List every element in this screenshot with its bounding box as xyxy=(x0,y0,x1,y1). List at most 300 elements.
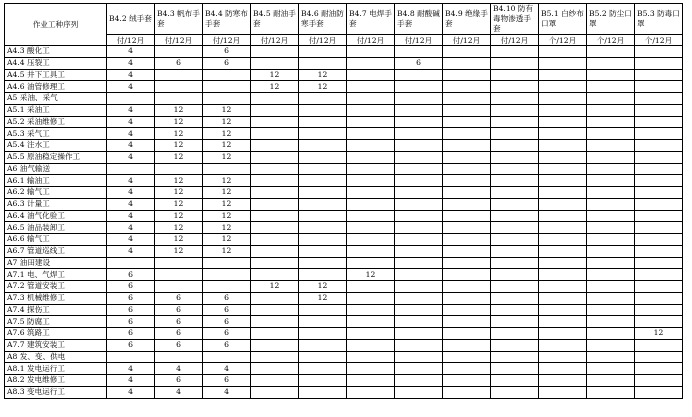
quantity-cell xyxy=(587,328,635,340)
quantity-cell: 4 xyxy=(107,69,155,81)
column-header-b4-6 xyxy=(299,4,347,35)
quantity-cell xyxy=(491,234,539,246)
quantity-cell xyxy=(395,116,443,128)
quantity-cell xyxy=(347,69,395,81)
quantity-cell xyxy=(635,351,683,363)
quantity-cell: 6 xyxy=(107,328,155,340)
quantity-cell: 4 xyxy=(107,222,155,234)
quantity-cell xyxy=(443,210,491,222)
column-header-b5-2 xyxy=(587,4,635,35)
quantity-cell xyxy=(395,198,443,210)
quantity-cell xyxy=(347,198,395,210)
quantity-cell xyxy=(539,257,587,269)
quantity-cell xyxy=(491,151,539,163)
quantity-cell: 4 xyxy=(107,140,155,152)
column-code: B4.5 xyxy=(253,9,271,18)
column-code: B4.7 xyxy=(349,9,367,18)
quantity-cell xyxy=(587,281,635,293)
column-unit: 个/12月 xyxy=(539,35,587,46)
column-header-b5-1 xyxy=(539,4,587,35)
quantity-cell xyxy=(347,304,395,316)
quantity-cell xyxy=(635,375,683,387)
quantity-cell xyxy=(347,292,395,304)
quantity-cell xyxy=(395,104,443,116)
quantity-cell xyxy=(155,257,203,269)
quantity-cell xyxy=(587,269,635,281)
quantity-cell xyxy=(443,316,491,328)
quantity-cell xyxy=(251,198,299,210)
quantity-cell xyxy=(539,81,587,93)
quantity-cell xyxy=(299,375,347,387)
quantity-cell xyxy=(155,351,203,363)
column-unit: 付/12月 xyxy=(443,35,491,46)
job-type-cell: A5 采油、采气 xyxy=(5,93,107,105)
column-name: 防毒口罩 xyxy=(637,9,680,28)
quantity-cell xyxy=(347,128,395,140)
column-code: B5.1 xyxy=(541,9,559,18)
table-row xyxy=(5,81,683,93)
quantity-cell xyxy=(539,386,587,398)
quantity-cell xyxy=(539,269,587,281)
column-name: 耐油手套 xyxy=(253,9,296,28)
quantity-cell xyxy=(347,316,395,328)
quantity-cell: 4 xyxy=(107,175,155,187)
column-code: B4.6 xyxy=(301,9,319,18)
quantity-cell xyxy=(251,339,299,351)
quantity-cell xyxy=(539,69,587,81)
quantity-cell xyxy=(251,222,299,234)
quantity-cell xyxy=(299,187,347,199)
quantity-cell xyxy=(251,292,299,304)
job-type-cell: A6.4 油气化验工 xyxy=(5,210,107,222)
column-header-b4-8 xyxy=(395,4,443,35)
quantity-cell xyxy=(347,351,395,363)
quantity-cell: 12 xyxy=(203,210,251,222)
quantity-cell xyxy=(539,140,587,152)
quantity-cell xyxy=(443,245,491,257)
quantity-cell xyxy=(587,386,635,398)
quantity-cell xyxy=(395,292,443,304)
quantity-cell xyxy=(395,81,443,93)
quantity-cell: 4 xyxy=(107,104,155,116)
table-row xyxy=(5,245,683,257)
column-header-job-type: 作业工种序列 xyxy=(5,4,107,46)
job-type-cell: A4.6 油管修理工 xyxy=(5,81,107,93)
quantity-cell xyxy=(491,386,539,398)
quantity-cell: 12 xyxy=(299,81,347,93)
quantity-cell xyxy=(635,81,683,93)
column-name: 绒手套 xyxy=(129,14,152,23)
quantity-cell xyxy=(491,245,539,257)
table-row xyxy=(5,57,683,69)
quantity-cell: 12 xyxy=(203,222,251,234)
quantity-cell xyxy=(443,46,491,58)
quantity-cell xyxy=(587,69,635,81)
quantity-cell: 4 xyxy=(107,234,155,246)
table-row xyxy=(5,234,683,246)
job-type-cell: A7.6 筑路工 xyxy=(5,328,107,340)
quantity-cell xyxy=(155,81,203,93)
quantity-cell xyxy=(635,187,683,199)
quantity-cell xyxy=(635,163,683,175)
quantity-cell xyxy=(251,163,299,175)
quantity-cell xyxy=(251,269,299,281)
job-type-cell: A5.5 原油稳定操作工 xyxy=(5,151,107,163)
quantity-cell xyxy=(635,116,683,128)
quantity-cell xyxy=(251,234,299,246)
quantity-cell xyxy=(587,375,635,387)
quantity-cell xyxy=(587,187,635,199)
quantity-cell xyxy=(299,304,347,316)
quantity-cell xyxy=(635,257,683,269)
quantity-cell: 6 xyxy=(107,339,155,351)
quantity-cell xyxy=(443,104,491,116)
quantity-cell xyxy=(635,210,683,222)
quantity-cell xyxy=(203,281,251,293)
quantity-cell xyxy=(491,128,539,140)
quantity-cell xyxy=(539,163,587,175)
quantity-cell xyxy=(635,245,683,257)
quantity-cell xyxy=(635,57,683,69)
quantity-cell xyxy=(587,116,635,128)
quantity-cell xyxy=(299,140,347,152)
column-name: 防有毒物渗透手套 xyxy=(493,4,534,33)
quantity-cell xyxy=(395,375,443,387)
table-row xyxy=(5,351,683,363)
quantity-cell xyxy=(299,234,347,246)
quantity-cell: 4 xyxy=(107,81,155,93)
column-code: B5.3 xyxy=(637,9,655,18)
quantity-cell xyxy=(443,234,491,246)
quantity-cell xyxy=(587,257,635,269)
quantity-cell xyxy=(299,363,347,375)
quantity-cell xyxy=(587,81,635,93)
quantity-cell xyxy=(107,93,155,105)
quantity-cell xyxy=(587,151,635,163)
quantity-cell: 6 xyxy=(107,304,155,316)
quantity-cell xyxy=(587,198,635,210)
column-unit: 个/12月 xyxy=(587,35,635,46)
column-header-b5-3 xyxy=(635,4,683,35)
quantity-cell xyxy=(491,116,539,128)
quantity-cell xyxy=(491,269,539,281)
column-unit: 付/12月 xyxy=(107,35,155,46)
quantity-cell xyxy=(347,140,395,152)
quantity-cell xyxy=(443,187,491,199)
column-code: B4.9 xyxy=(445,9,463,18)
quantity-cell: 4 xyxy=(107,210,155,222)
quantity-cell xyxy=(443,140,491,152)
quantity-cell: 12 xyxy=(251,281,299,293)
quantity-cell xyxy=(539,175,587,187)
quantity-cell xyxy=(443,151,491,163)
column-header-b4-7 xyxy=(347,4,395,35)
quantity-cell: 6 xyxy=(155,316,203,328)
quantity-cell: 6 xyxy=(203,46,251,58)
quantity-cell xyxy=(539,363,587,375)
job-type-cell: A6.3 计量工 xyxy=(5,198,107,210)
job-type-cell: A7 油田建设 xyxy=(5,257,107,269)
quantity-cell: 6 xyxy=(107,292,155,304)
quantity-cell xyxy=(251,351,299,363)
job-type-cell: A5.2 采油维修工 xyxy=(5,116,107,128)
column-header-b4-2 xyxy=(107,4,155,35)
quantity-cell: 12 xyxy=(155,187,203,199)
column-name: 防寒布手套 xyxy=(205,9,248,28)
quantity-cell xyxy=(539,234,587,246)
quantity-cell xyxy=(395,210,443,222)
quantity-cell: 12 xyxy=(155,116,203,128)
quantity-cell xyxy=(347,375,395,387)
quantity-cell xyxy=(347,151,395,163)
table-row xyxy=(5,339,683,351)
column-name: 耐油防寒手套 xyxy=(301,9,344,28)
table-body xyxy=(5,46,683,399)
quantity-cell xyxy=(539,116,587,128)
quantity-cell xyxy=(491,316,539,328)
quantity-cell xyxy=(635,140,683,152)
quantity-cell: 12 xyxy=(299,292,347,304)
quantity-cell: 6 xyxy=(155,57,203,69)
quantity-cell xyxy=(347,116,395,128)
quantity-cell xyxy=(635,46,683,58)
quantity-cell xyxy=(539,93,587,105)
quantity-cell xyxy=(539,292,587,304)
quantity-cell xyxy=(443,363,491,375)
quantity-cell xyxy=(491,69,539,81)
job-type-cell: A8.1 发电运行工 xyxy=(5,363,107,375)
quantity-cell xyxy=(491,140,539,152)
table-row xyxy=(5,386,683,398)
quantity-cell xyxy=(539,351,587,363)
quantity-cell xyxy=(491,375,539,387)
quantity-cell: 4 xyxy=(107,245,155,257)
quantity-cell xyxy=(491,198,539,210)
quantity-cell: 6 xyxy=(203,57,251,69)
quantity-cell xyxy=(347,339,395,351)
quantity-cell xyxy=(539,151,587,163)
quantity-cell xyxy=(395,386,443,398)
quantity-cell xyxy=(203,351,251,363)
column-code: B4.8 xyxy=(397,9,415,18)
quantity-cell xyxy=(443,328,491,340)
quantity-cell xyxy=(395,46,443,58)
quantity-cell xyxy=(539,245,587,257)
job-type-cell: A6.2 输气工 xyxy=(5,187,107,199)
table-row xyxy=(5,198,683,210)
quantity-cell xyxy=(299,245,347,257)
quantity-cell xyxy=(491,257,539,269)
table-row xyxy=(5,222,683,234)
quantity-cell xyxy=(395,351,443,363)
column-unit: 付/12月 xyxy=(491,35,539,46)
unit-row xyxy=(5,35,683,46)
quantity-cell xyxy=(587,363,635,375)
quantity-cell xyxy=(299,128,347,140)
column-name: 帆布手套 xyxy=(157,9,200,28)
quantity-cell: 6 xyxy=(203,328,251,340)
quantity-cell xyxy=(251,304,299,316)
job-type-cell: A7.2 管道安装工 xyxy=(5,281,107,293)
quantity-cell xyxy=(635,234,683,246)
column-unit: 付/12月 xyxy=(251,35,299,46)
table-row xyxy=(5,116,683,128)
quantity-cell xyxy=(491,175,539,187)
quantity-cell xyxy=(395,339,443,351)
table-row xyxy=(5,163,683,175)
quantity-cell: 12 xyxy=(203,175,251,187)
quantity-cell xyxy=(443,222,491,234)
quantity-cell xyxy=(299,93,347,105)
quantity-cell xyxy=(443,116,491,128)
quantity-cell: 6 xyxy=(107,281,155,293)
quantity-cell xyxy=(539,339,587,351)
column-unit: 付/12月 xyxy=(347,35,395,46)
quantity-cell xyxy=(251,57,299,69)
job-type-cell: A4.5 井下工具工 xyxy=(5,69,107,81)
quantity-cell: 6 xyxy=(107,316,155,328)
quantity-cell xyxy=(155,46,203,58)
job-type-cell: A8.3 变电运行工 xyxy=(5,386,107,398)
quantity-cell: 4 xyxy=(107,386,155,398)
quantity-cell: 12 xyxy=(155,210,203,222)
quantity-cell xyxy=(395,151,443,163)
quantity-cell: 12 xyxy=(203,198,251,210)
quantity-cell xyxy=(587,222,635,234)
quantity-cell xyxy=(395,269,443,281)
quantity-cell xyxy=(347,81,395,93)
quantity-cell xyxy=(443,339,491,351)
quantity-cell: 6 xyxy=(203,339,251,351)
table-row xyxy=(5,304,683,316)
quantity-cell xyxy=(443,69,491,81)
quantity-cell xyxy=(587,245,635,257)
quantity-cell xyxy=(443,351,491,363)
column-name: 白纱布口罩 xyxy=(541,9,584,28)
quantity-cell xyxy=(491,187,539,199)
quantity-cell xyxy=(443,269,491,281)
quantity-cell: 4 xyxy=(107,116,155,128)
column-header-b4-4 xyxy=(203,4,251,35)
quantity-cell: 12 xyxy=(251,69,299,81)
quantity-cell xyxy=(635,304,683,316)
quantity-cell xyxy=(347,93,395,105)
quantity-cell xyxy=(107,257,155,269)
quantity-cell: 12 xyxy=(155,151,203,163)
quantity-cell xyxy=(635,363,683,375)
quantity-cell xyxy=(251,104,299,116)
quantity-cell xyxy=(395,234,443,246)
job-type-cell: A7.1 电、气焊工 xyxy=(5,269,107,281)
quantity-cell xyxy=(491,210,539,222)
job-type-cell: A8.2 发电维修工 xyxy=(5,375,107,387)
table-row xyxy=(5,316,683,328)
quantity-cell xyxy=(539,328,587,340)
table-row xyxy=(5,104,683,116)
quantity-cell xyxy=(203,81,251,93)
quantity-cell xyxy=(299,46,347,58)
quantity-cell: 4 xyxy=(107,46,155,58)
quantity-cell xyxy=(347,210,395,222)
column-unit: 付/12月 xyxy=(395,35,443,46)
quantity-cell xyxy=(443,386,491,398)
table-row xyxy=(5,46,683,58)
quantity-cell xyxy=(635,198,683,210)
quantity-cell xyxy=(347,234,395,246)
quantity-cell: 4 xyxy=(107,57,155,69)
quantity-cell xyxy=(539,198,587,210)
quantity-cell xyxy=(299,210,347,222)
quantity-cell xyxy=(395,316,443,328)
quantity-cell xyxy=(251,210,299,222)
equipment-table-container xyxy=(4,3,683,399)
quantity-cell xyxy=(587,175,635,187)
quantity-cell xyxy=(587,140,635,152)
quantity-cell xyxy=(203,257,251,269)
quantity-cell xyxy=(299,339,347,351)
quantity-cell: 6 xyxy=(107,269,155,281)
quantity-cell xyxy=(395,187,443,199)
quantity-cell: 12 xyxy=(155,140,203,152)
job-type-cell: A7.4 探伤工 xyxy=(5,304,107,316)
quantity-cell xyxy=(587,128,635,140)
quantity-cell xyxy=(491,57,539,69)
table-row xyxy=(5,93,683,105)
quantity-cell: 12 xyxy=(155,222,203,234)
column-name: 防尘口罩 xyxy=(589,9,632,28)
quantity-cell xyxy=(251,257,299,269)
quantity-cell xyxy=(155,163,203,175)
quantity-cell xyxy=(299,57,347,69)
quantity-cell xyxy=(539,57,587,69)
quantity-cell xyxy=(491,351,539,363)
quantity-cell xyxy=(395,363,443,375)
quantity-cell xyxy=(155,69,203,81)
quantity-cell xyxy=(443,281,491,293)
quantity-cell xyxy=(251,316,299,328)
quantity-cell: 4 xyxy=(107,187,155,199)
quantity-cell xyxy=(443,175,491,187)
quantity-cell xyxy=(203,269,251,281)
quantity-cell xyxy=(635,386,683,398)
quantity-cell: 12 xyxy=(203,104,251,116)
quantity-cell: 12 xyxy=(203,245,251,257)
quantity-cell xyxy=(395,222,443,234)
table-row xyxy=(5,328,683,340)
quantity-cell xyxy=(539,222,587,234)
table-row xyxy=(5,363,683,375)
quantity-cell xyxy=(299,269,347,281)
quantity-cell xyxy=(299,163,347,175)
quantity-cell: 4 xyxy=(155,363,203,375)
quantity-cell xyxy=(203,69,251,81)
column-header-b4-10 xyxy=(491,4,539,35)
quantity-cell xyxy=(635,104,683,116)
column-code: B4.4 xyxy=(205,9,223,18)
quantity-cell xyxy=(443,81,491,93)
job-type-cell: A7.7 建筑安装工 xyxy=(5,339,107,351)
quantity-cell xyxy=(491,328,539,340)
quantity-cell xyxy=(347,257,395,269)
quantity-cell xyxy=(491,363,539,375)
quantity-cell xyxy=(635,269,683,281)
quantity-cell xyxy=(251,245,299,257)
header-row xyxy=(5,4,683,35)
quantity-cell xyxy=(299,351,347,363)
quantity-cell xyxy=(491,93,539,105)
quantity-cell xyxy=(587,57,635,69)
quantity-cell xyxy=(251,363,299,375)
